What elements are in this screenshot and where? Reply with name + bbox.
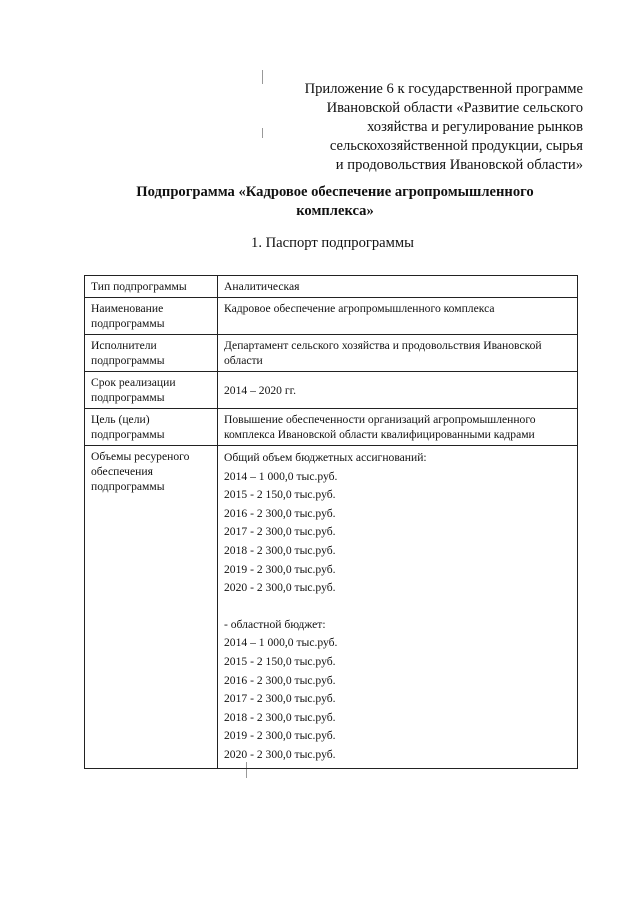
funding-regional-heading: - областной бюджет: xyxy=(224,617,326,631)
table-row xyxy=(85,372,578,409)
table-row-funding xyxy=(85,446,578,769)
funding-regional-item: 2017 - 2 300,0 тыс.руб. xyxy=(224,692,336,706)
passport-table xyxy=(84,275,578,769)
appendix-line: хозяйства и регулирование рынков xyxy=(367,119,583,135)
table-row xyxy=(85,298,578,335)
funding-total-item: 2018 - 2 300,0 тыс.руб. xyxy=(224,543,336,557)
row-label: Срок реализации подпрограммы xyxy=(85,372,218,409)
row-label: Тип подпрограммы xyxy=(85,276,218,298)
row-value: Кадровое обеспечение агропромышленного комплекса xyxy=(218,298,578,335)
subprogram-title xyxy=(100,183,570,221)
funding-regional-item: 2016 - 2 300,0 тыс.руб. xyxy=(224,673,336,687)
row-label: Объемы ресуреного обеспечения подпрограммы xyxy=(85,446,218,769)
appendix-note xyxy=(283,80,583,175)
funding-total-item: 2017 - 2 300,0 тыс.руб. xyxy=(224,525,336,539)
table-row xyxy=(85,409,578,446)
scan-artifact xyxy=(262,70,263,84)
funding-total-heading: Общий объем бюджетных ассигнований: xyxy=(224,451,427,464)
funding-regional-item: 2020 - 2 300,0 тыс.руб. xyxy=(224,747,336,761)
passport-heading: 1. Паспорт подпрограммы xyxy=(251,235,414,251)
appendix-line: сельскохозяйственной продукции, сырья xyxy=(329,138,583,154)
funding-total-item: 2019 - 2 300,0 тыс.руб. xyxy=(224,562,336,576)
table-row xyxy=(85,335,578,372)
funding-regional-item: 2015 - 2 150,0 тыс.руб. xyxy=(224,654,336,668)
funding-regional-item: 2019 - 2 300,0 тыс.руб. xyxy=(224,729,336,743)
table-row xyxy=(85,276,578,298)
subprogram-title-line: комплекса» xyxy=(296,203,374,219)
funding-regional-item: 2014 – 1 000,0 тыс.руб. xyxy=(224,636,338,650)
funding-total-item: 2020 - 2 300,0 тыс.руб. xyxy=(224,581,336,595)
appendix-line: Приложение 6 к государственной программе xyxy=(304,81,583,97)
row-value: Департамент сельского хозяйства и продовольствия Ивановской области xyxy=(218,335,578,372)
subprogram-title-line: Подпрограмма «Кадровое обеспечение агропромышленного xyxy=(136,184,534,200)
row-label: Цель (цели) подпрограммы xyxy=(85,409,218,446)
scan-artifact xyxy=(262,128,263,138)
funding-cell xyxy=(218,446,578,769)
funding-total-item: 2014 – 1 000,0 тыс.руб. xyxy=(224,469,338,483)
appendix-line: Ивановской области «Развитие сельского xyxy=(326,100,583,116)
funding-total-item: 2015 - 2 150,0 тыс.руб. xyxy=(224,488,336,502)
spacer xyxy=(224,598,572,616)
row-label: Исполнители подпрограммы xyxy=(85,335,218,372)
appendix-line: и продовольствия Ивановской области» xyxy=(335,157,583,173)
row-label: Наименование подпрограммы xyxy=(85,298,218,335)
row-value: Повышение обеспеченности организаций агропромышленного комплекса Ивановской области квалифицированными кадрами xyxy=(218,409,578,446)
row-value: Аналитическая xyxy=(218,276,578,298)
funding-total-item: 2016 - 2 300,0 тыс.руб. xyxy=(224,506,336,520)
funding-regional-item: 2018 - 2 300,0 тыс.руб. xyxy=(224,710,336,724)
row-value: 2014 – 2020 гг. xyxy=(218,372,578,409)
